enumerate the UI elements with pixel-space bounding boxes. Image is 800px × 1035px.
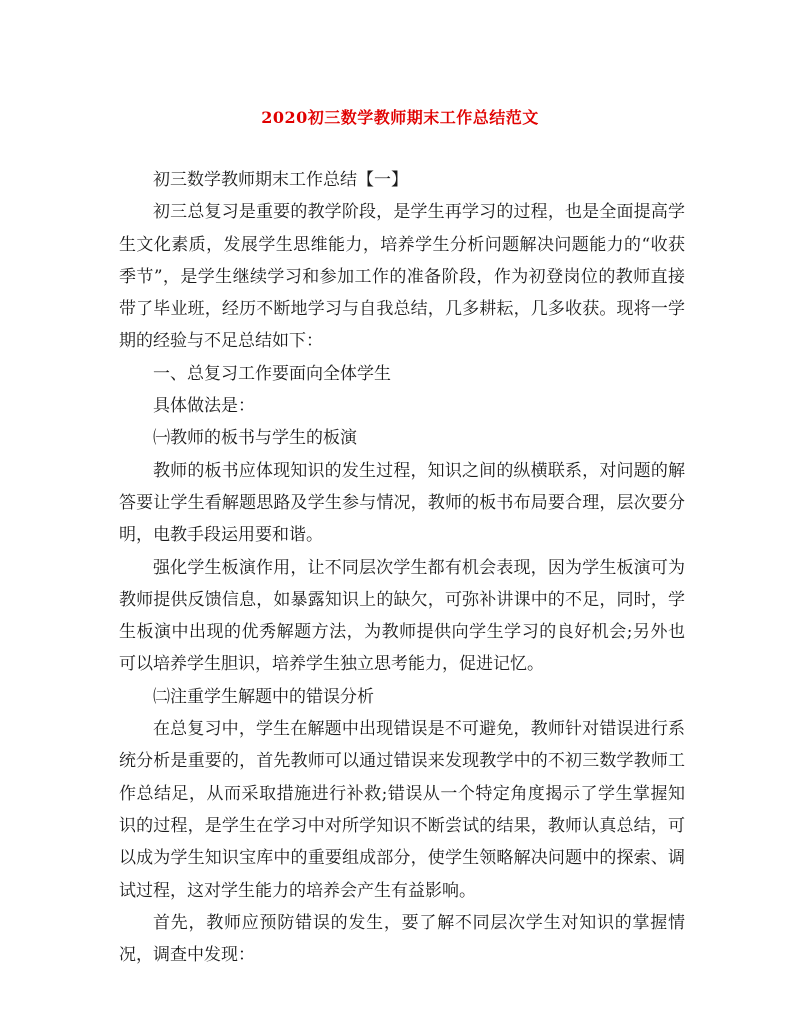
body-paragraph: 首先，教师应预防错误的发生，要了解不同层次学生对知识的掌握情况，调查中发现： bbox=[119, 912, 685, 966]
section-heading: 一、总复习工作要面向全体学生 bbox=[153, 363, 391, 384]
section-heading: 初三数学教师期末工作总结【一】 bbox=[153, 170, 408, 190]
body-paragraph: 在总复习中，学生在解题中出现错误是不可避免，教师针对错误进行系统分析是重要的，首先教师可以通过错误来发现教学中的不初三数学教师工作总结足，从而采取措施进行补救;错误从一个特定角度揭示了学生掌握知识的过程，是学生在学习中对所学知识不断尝试的结果，教师认真总结，可以成为学生知识宝库中的重要组成部分，使学生领略解决问题中的探索、调试过程，这对学生能力的培养会产生有益影响。 bbox=[119, 719, 685, 901]
subsection-heading: ㈡注重学生解题中的错误分析 bbox=[153, 686, 374, 707]
document-title: 2020初三数学教师期末工作总结范文 bbox=[261, 108, 539, 127]
body-paragraph: 初三总复习是重要的教学阶段，是学生再学习的过程，也是全面提高学生文化素质，发展学生思维能力，培养学生分析问题解决问题能力的“收获季节”，是学生继续学习和参加工作的准备阶段，作为初登岗位的教师直接带了毕业班，经历不断地学习与自我总结，几多耕耘，几多收获。现将一学期的经验与不足总结如下： bbox=[119, 202, 685, 352]
body-paragraph: 教师的板书应体现知识的发生过程，知识之间的纵横联系，对问题的解答要让学生看解题思路及学生参与情况，教师的板书布局要合理，层次要分明，电教手段运用要和谐。 bbox=[119, 460, 685, 546]
document-body bbox=[119, 164, 685, 971]
body-paragraph: 强化学生板演作用，让不同层次学生都有机会表现，因为学生板演可为教师提供反馈信息，如暴露知识上的缺欠，可弥补讲课中的不足，同时，学生板演中出现的优秀解题方法，为教师提供向学生学习的良好机会;另外也可以培养学生胆识，培养学生独立思考能力，促进记忆。 bbox=[119, 557, 685, 675]
body-paragraph: 具体做法是： bbox=[153, 396, 255, 417]
subsection-heading: ㈠教师的板书与学生的板演 bbox=[153, 428, 357, 449]
